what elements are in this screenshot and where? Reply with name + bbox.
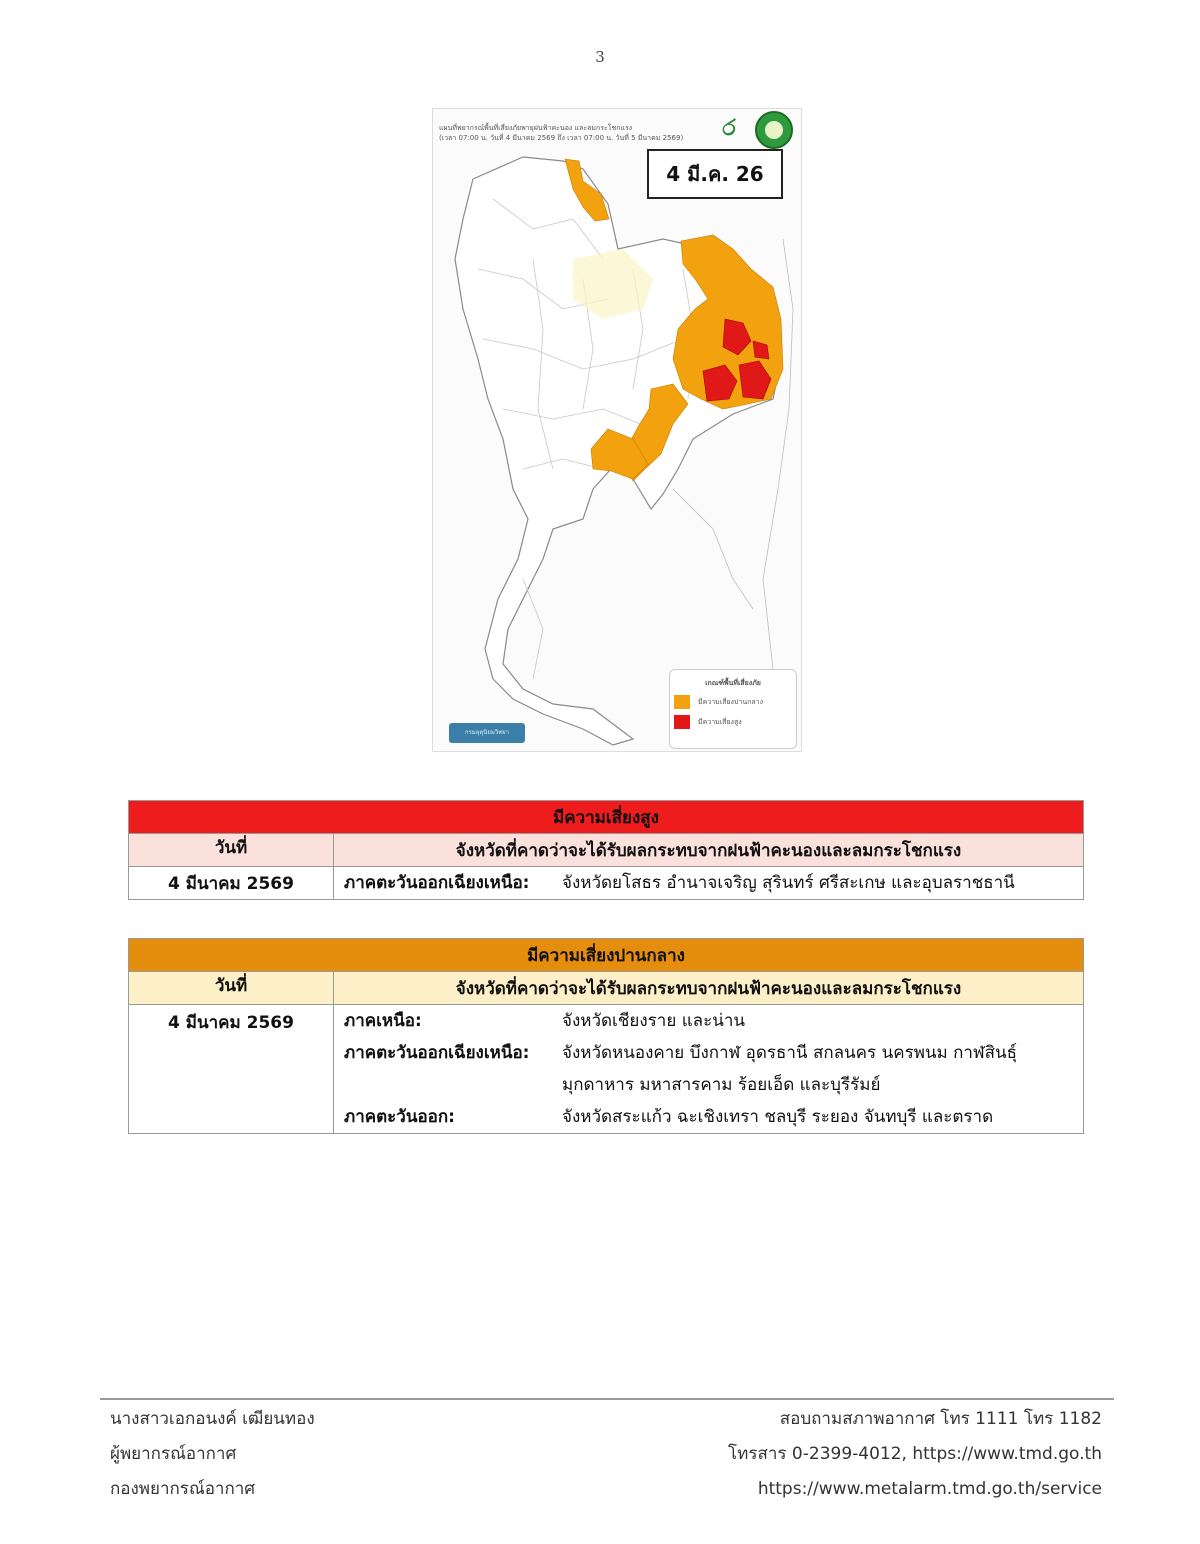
page-number: 3 [595,48,605,66]
map-header-line-1: แผนที่พยากรณ์พื้นที่เสี่ยงภัยพายุฝนฟ้าคะนอง และลมกระโชกแรง [439,124,633,132]
high-risk-title: มีความเสี่ยงสูง [129,801,1084,834]
thailand-map-graphic [433,109,801,751]
risk-map [432,108,802,752]
region-line [344,1101,1073,1133]
high-risk-col-provinces: จังหวัดที่คาดว่าจะได้รับผลกระทบจากฝนฟ้าคะนองและลมกระโชกแรง [334,834,1084,867]
contact-phone: สอบถามสภาพอากาศ โทร 1111 โทร 1182 [779,1409,1102,1429]
province-list: จังหวัดเชียงราย และน่าน [562,1011,745,1031]
footer-author [110,1402,315,1507]
high-risk-date: 4 มีนาคม 2569 [129,867,334,900]
province-list: จังหวัดยโสธร อำนาจเจริญ สุรินทร์ ศรีสะเกษ และอุบลราชธานี [562,873,1015,893]
region-line [344,1069,1073,1101]
region-label: ภาคตะวันออกเฉียงเหนือ: [344,1043,530,1063]
author-name: นางสาวเอกอนงค์ เฒียนทอง [110,1409,315,1429]
moderate-risk-table [128,938,1084,1134]
table-row [129,867,1084,900]
legend-title: เกณฑ์พื้นที่เสี่ยงภัย [705,679,761,687]
moderate-risk-title-row [129,939,1084,972]
table-row [129,1005,1084,1134]
region-line [344,1005,1073,1037]
province-list: มุกดาหาร มหาสารคาม ร้อยเอ็ด และบุรีรัมย์ [562,1075,881,1095]
footer-divider [100,1398,1114,1400]
footer-contact [728,1402,1102,1507]
legend-swatch-high [674,715,690,729]
moderate-risk-title: มีความเสี่ยงปานกลาง [129,939,1084,972]
moderate-risk-provinces-cell [334,1005,1084,1134]
moderate-risk-col-date: วันที่ [129,972,334,1005]
high-risk-header-row [129,834,1084,867]
legend-label-high: มีความเสี่ยงสูง [698,717,742,726]
map-source-button[interactable]: กรมอุตุนิยมวิทยา [449,723,525,743]
high-risk-title-row [129,801,1084,834]
author-division: กองพยากรณ์อากาศ [110,1479,256,1499]
province-list: จังหวัดสระแก้ว ฉะเชิงเทรา ชลบุรี ระยอง จันทบุรี และตราด [562,1107,994,1127]
moderate-risk-header-row [129,972,1084,1005]
region-label: ภาคตะวันออกเฉียงเหนือ: [344,873,530,893]
moderate-risk-date-text: 4 มีนาคม 2569 [168,1013,294,1033]
legend-row-high [674,715,796,729]
map-legend [669,669,797,749]
contact-fax-website[interactable]: โทรสาร 0-2399-4012, https://www.tmd.go.th [728,1444,1102,1464]
legend-label-moderate: มีความเสี่ยงปานกลาง [698,697,763,706]
high-risk-provinces-cell [334,867,1084,900]
region-label: ภาคตะวันออก: [344,1107,455,1127]
province-list: จังหวัดหนองคาย บึงกาฬ อุดรธานี สกลนคร นครพนม กาฬสินธุ์ [562,1043,1017,1063]
region-label [344,1069,562,1101]
map-header [439,123,709,143]
high-risk-table [128,800,1084,900]
map-header-line-2: (เวลา 07:00 น. วันที่ 4 มีนาคม 2569 ถึง เวลา 07:00 น. วันที่ 5 มีนาคม 2569) [439,134,684,142]
map-date-label: 4 มี.ค. 26 [647,149,783,199]
moderate-risk-col-provinces: จังหวัดที่คาดว่าจะได้รับผลกระทบจากฝนฟ้าคะนองและลมกระโชกแรง [334,972,1084,1005]
legend-row-moderate [674,695,796,709]
logo-icon: ර [722,116,736,141]
tmd-seal-icon [755,111,793,149]
author-title: ผู้พยากรณ์อากาศ [110,1444,237,1464]
legend-swatch-moderate [674,695,690,709]
region-line [344,1037,1073,1069]
contact-service-link[interactable]: https://www.metalarm.tmd.go.th/service [757,1479,1102,1499]
region-label: ภาคเหนือ: [344,1011,422,1031]
region-line [344,867,1073,899]
high-risk-col-date: วันที่ [129,834,334,867]
moderate-risk-date [129,1005,334,1134]
